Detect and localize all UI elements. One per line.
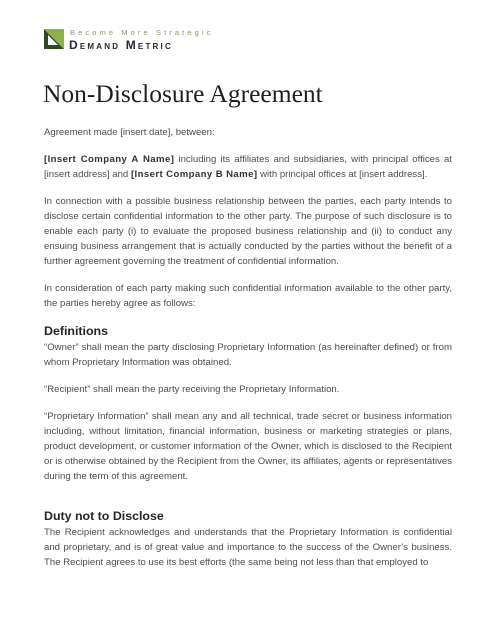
definition-proprietary-information: “Proprietary Information” shall mean any and all technical, trade secret or business information including, without limitation, financial information, business or marketing strategies or plans, product development, or customer information of the Owner, which is disclosed to the Recipient or is otherwise obtained by the Recipient from the Owner, its affiliates, agents or representatives during the term of this agreement.: [44, 411, 452, 482]
logo-tagline: Become More Strategic: [70, 28, 214, 37]
definitions-heading: Definitions: [44, 324, 109, 338]
logo-brand-name: Demand Metric: [69, 38, 173, 52]
parties-paragraph: [44, 152, 452, 182]
parties-text-1: including its affiliates and subsidiaries, with principal offices at [insert address] and: [44, 154, 452, 180]
consideration-paragraph: In consideration of each party making such confidential information available to the other party, the parties hereby agree as follows:: [44, 283, 452, 309]
definition-recipient: “Recipient” shall mean the party receiving the Proprietary Information.: [44, 384, 340, 395]
purpose-paragraph: In connection with a possible business relationship between the parties, each party intends to disclose certain confidential information to the other party. The purpose of such disclosure is to enable each party (i) to evaluate the proposed business relationship and (ii) to conduct any ensuing business arrangement that is actually conducted by the parties without the benefit of a further agreement governing the treatment of confidential information.: [44, 196, 452, 267]
intro-line: Agreement made [insert date], between:: [44, 127, 215, 138]
party-a-placeholder: [Insert Company A Name]: [44, 154, 175, 165]
document-title: Non-Disclosure Agreement: [43, 79, 323, 108]
document-body: [44, 125, 452, 582]
party-b-placeholder: [Insert Company B Name]: [130, 169, 258, 180]
parties-text-2: with principal offices at [insert address].: [257, 169, 428, 180]
definition-owner: “Owner” shall mean the party disclosing Proprietary Information (as hereinafter defined) or from whom Proprietary Information was obtained.: [44, 342, 452, 368]
duty-paragraph: The Recipient acknowledges and understands that the Proprietary Information is confidential and proprietary, and is of great value and importance to the success of the Owner’s business. The Recipient agrees to use its best efforts (the same being not less than that employed to: [44, 527, 452, 568]
duty-heading: Duty not to Disclose: [44, 509, 164, 523]
logo-mark-icon: [44, 29, 64, 49]
section-spacer: [44, 496, 452, 506]
